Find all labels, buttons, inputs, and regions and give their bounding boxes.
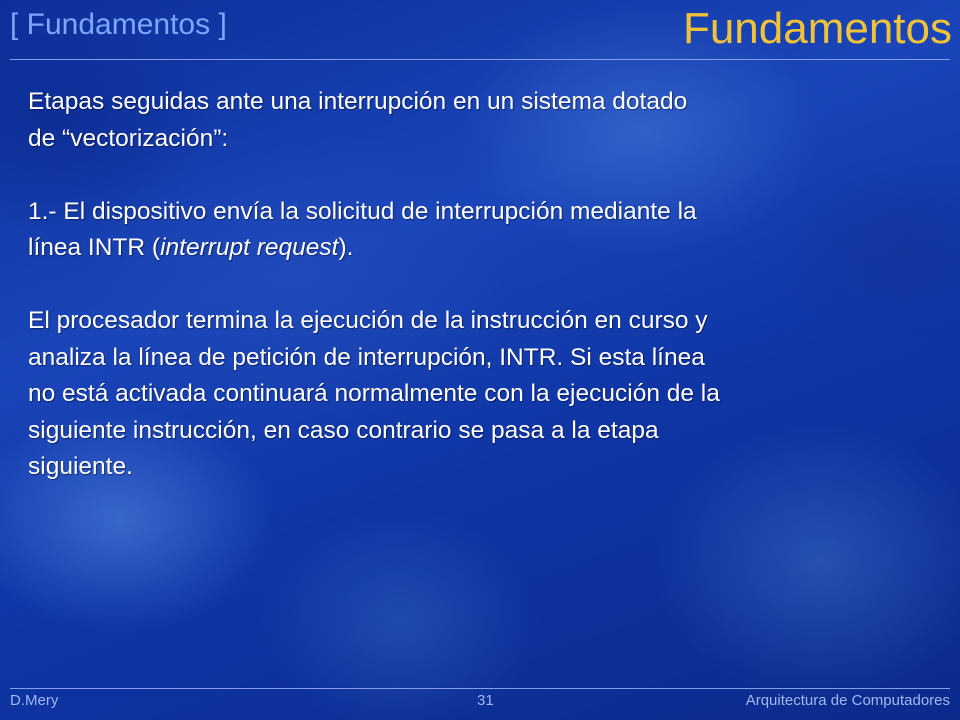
body-line: analiza la línea de petición de interrupción, INTR. Si esta línea [28,343,705,371]
header-divider [10,59,950,60]
step-line: 1.- El dispositivo envía la solicitud de interrupción mediante la [28,197,697,225]
page-number: 31 [477,692,494,709]
body-line: El procesador termina la ejecución de la instrucción en curso y [28,307,708,334]
paragraph-gap [28,267,928,304]
italic-term: interrupt request [160,234,339,261]
intro-line: Etapas seguidas ante una interrupción en un sistema dotado [28,88,688,115]
body-line: no está activada continuará normalmente con la ejecución de la [28,380,720,407]
footer-divider [10,688,950,689]
step-text: línea INTR ( [28,234,161,261]
slide-body [28,84,928,486]
body-line: siguiente instrucción, en caso contrario se pasa a la etapa [28,416,659,444]
intro-line: de “vectorización”: [28,124,229,152]
section-label: [ Fundamentos ] [10,8,227,41]
slide-title: Fundamentos [682,4,952,53]
step-text: ). [338,234,354,261]
footer-author: D.Mery [10,692,59,709]
step-line [28,230,928,267]
paragraph-gap [28,157,928,194]
footer-course: Arquitectura de Computadores [745,692,950,709]
body-line: siguiente. [28,453,133,480]
